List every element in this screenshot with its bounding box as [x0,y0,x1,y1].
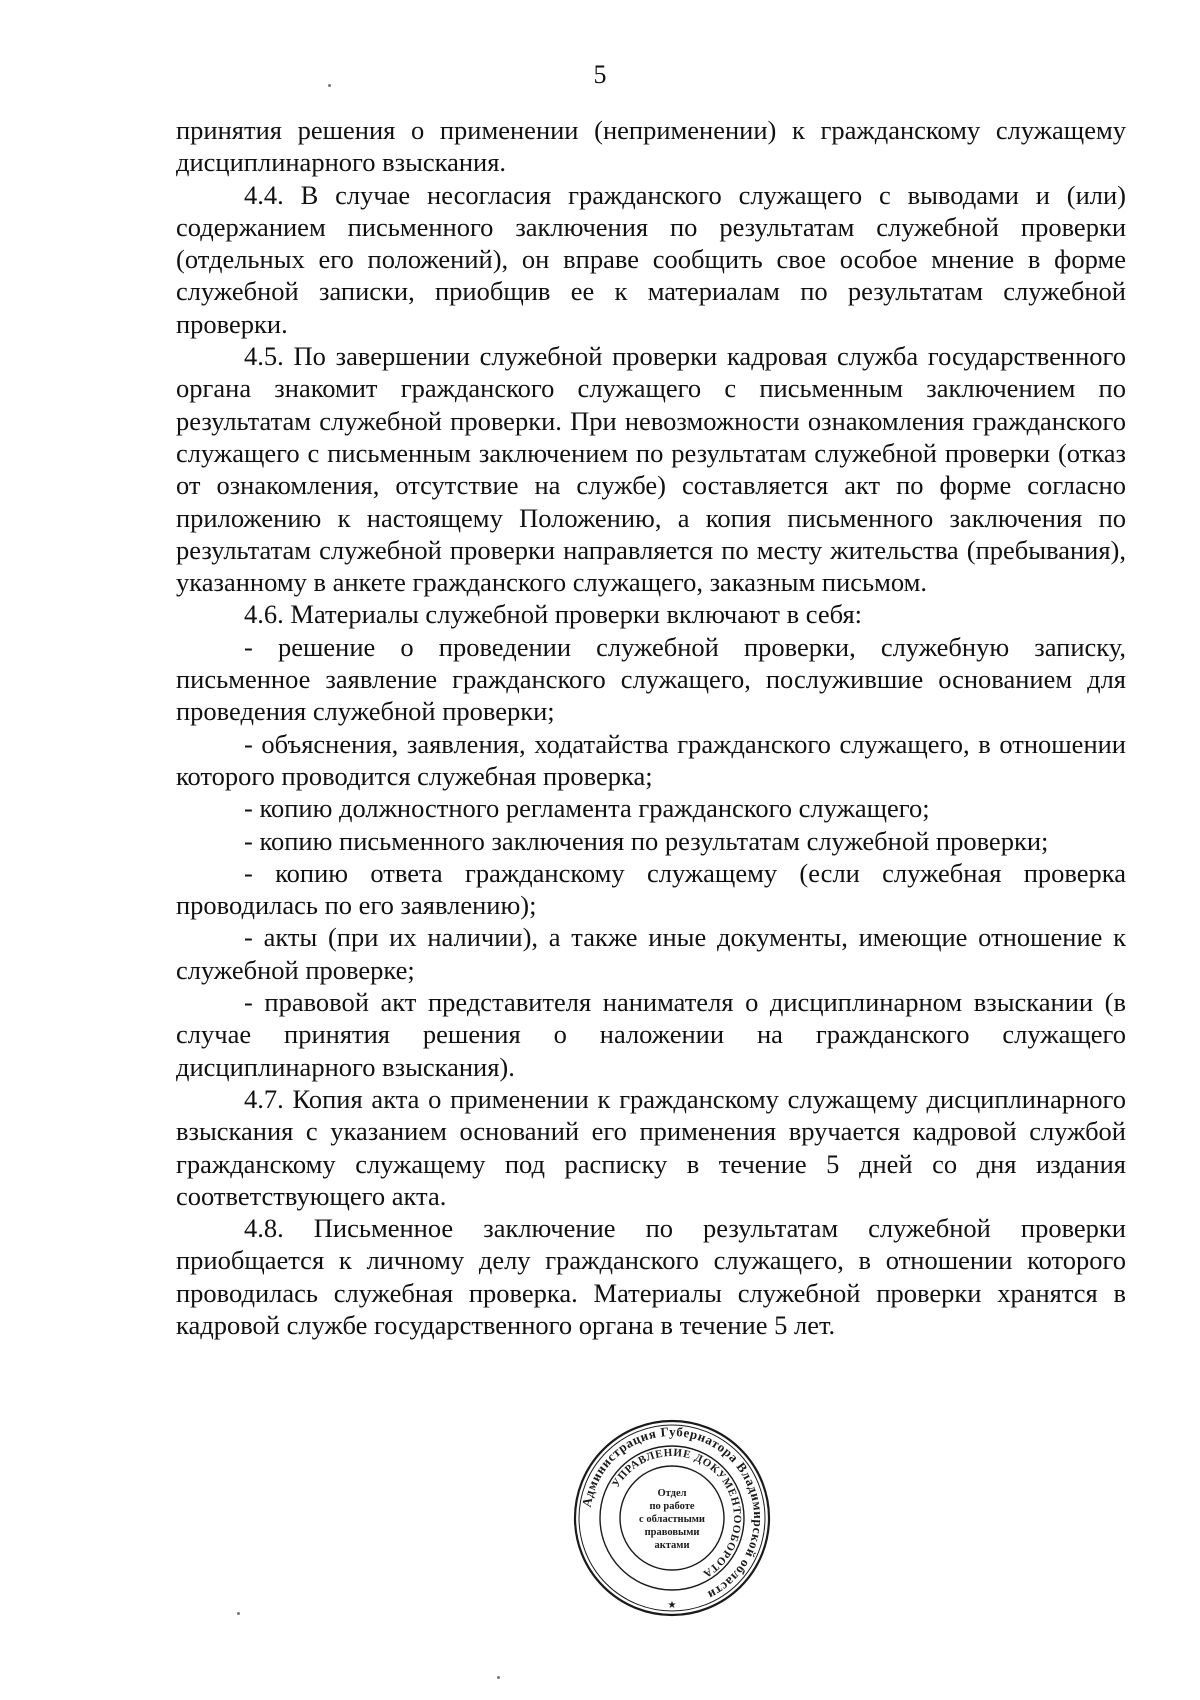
list-item: - акты (при их наличии), а также иные документы, имеющие отношение к служебной проверке; [176,922,1126,985]
paragraph-4-8: 4.8. Письменное заключение по результатам служебной проверки приобщается к личному делу гражданского служащего, в отношении которого проводилась служебная проверка. Материалы служебной проверки хранятся в кадровой службе государственного органа в течение 5 лет. [176,1213,1126,1340]
seal-center-line: с областными [639,1514,705,1525]
document-body [176,114,1126,1341]
paragraph-4-7: 4.7. Копия акта о применении к гражданскому служащему дисциплинарного взыскания с указанием оснований его применения вручается кадровой службой гражданскому служащему под расписку в течение 5 дней со дня издания соответствующего акта. [176,1083,1126,1211]
paragraph-4-5: 4.5. По завершении служебной проверки кадровая служба государственного органа знакомит гражданского служащего с письменным заключением по результатам служебной проверки. При невозможности ознакомления гражданского служащего с письменным заключением по результатам служебной проверки (отказ от ознакомления, отсутствие на службе) составляется акт по форме согласно приложению к настоящему Положению, а копия письменного заключения по результатам служебной проверки направляется по месту жительства (пребывания), указанному в анкете гражданского служащего, заказным письмом. [176,341,1126,598]
list-item: - копию должностного регламента гражданского служащего; [244,793,930,824]
paragraph-4-4: 4.4. В случае несогласия гражданского служащего с выводами и (или) содержанием письменного заключения по результатам служебной проверки (отдельных его положений), он вправе сообщить свое особое мнение в форме служебной записки, приобщив ее к материалам по результатам служебной проверки. [176,179,1126,339]
scan-speck [328,84,331,87]
list-item: - копию ответа гражданскому служащему (если служебная проверка проводилась по его заявлению); [176,857,1126,921]
list-item: - копию письменного заключения по результатам служебной проверки; [244,825,1049,856]
official-seal [572,1418,772,1618]
paragraph-4-6: 4.6. Материалы служебной проверки включают в себя: [244,599,863,630]
page-number: 5 [593,60,607,89]
seal-center-line: по работе [649,1501,695,1512]
star-icon: ★ [667,1600,677,1611]
list-item: - решение о проведении служебной проверки, служебную записку, письменное заявление гражданского служащего, послужившие основанием для проведения служебной проверки; [176,631,1126,727]
scan-speck [237,1612,240,1615]
seal-center-line: актами [654,1540,690,1551]
seal-center-line: Отдел [657,1488,687,1499]
scan-speck [497,1676,500,1679]
seal-center-line: правовыми [644,1527,700,1538]
paragraph: принятия решения о применении (неприменении) к гражданскому служащему дисциплинарного взыскания. [176,115,1126,178]
list-item: - правовой акт представителя нанимателя о дисциплинарном взыскании (в случае принятия решения о наложении на гражданского служащего дисциплинарного взыскания). [176,987,1126,1082]
seal-outer-text: Администрация Губернатора Владимирской области [578,1423,767,1604]
seal-inner-text: УПРАВЛЕНИЕ ДОКУМЕНТООБОРОТА [609,1446,744,1581]
list-item: - объяснения, заявления, ходатайства гражданского служащего, в отношении которого проводится служебная проверка; [176,728,1126,791]
